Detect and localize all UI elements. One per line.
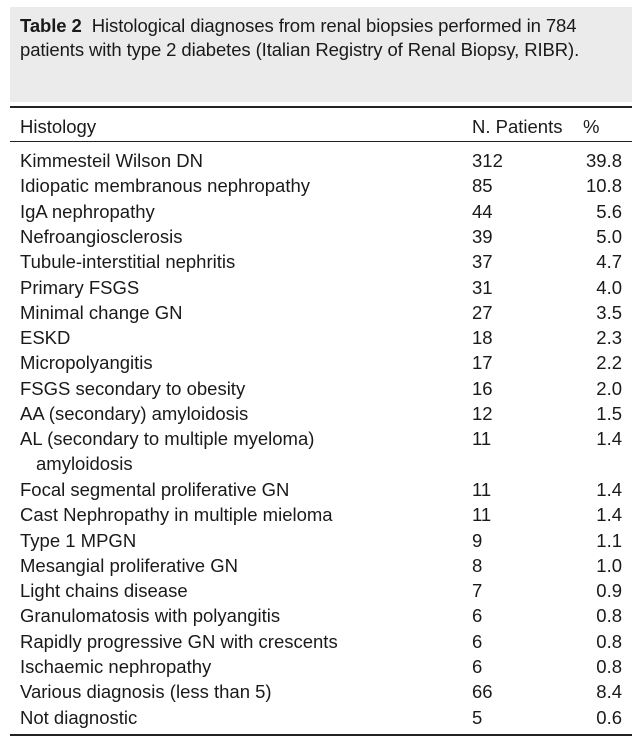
- histology-text: Nefroangiosclerosis: [20, 225, 183, 247]
- percent-cell: 1.0: [596, 554, 622, 576]
- header-patients: N. Patients: [472, 116, 563, 137]
- percent-cell: 0.8: [596, 630, 622, 652]
- histology-text: Type 1 MPGN: [20, 529, 137, 551]
- histology-text: Micropolyangitis: [20, 352, 153, 374]
- histology-text: Kimmesteil Wilson DN: [20, 150, 203, 171]
- percent-cell: 39.8: [585, 150, 622, 171]
- patients-cell: 37: [472, 251, 493, 273]
- histology-cell: [20, 603, 460, 628]
- histology-text: Ischaemic nephropathy: [20, 656, 212, 677]
- histology-cell: [20, 249, 460, 274]
- histology-cell: [20, 705, 460, 730]
- histology-text: Idiopatic membranous nephropathy: [20, 175, 311, 197]
- patients-cell: 27: [472, 301, 493, 323]
- histology-cell: [20, 654, 460, 679]
- patients-cell: 7: [472, 580, 483, 602]
- patients-cell: 6: [472, 605, 483, 627]
- histology-text: Granulomatosis with polyangitis: [20, 605, 281, 627]
- patients-cell: 9: [472, 529, 483, 551]
- histology-cell: [20, 401, 460, 426]
- histology-cell: [20, 553, 460, 578]
- table-label: Table 2: [20, 15, 82, 36]
- percent-cell: 5.6: [596, 200, 622, 222]
- percent-cell: 0.6: [596, 706, 622, 728]
- histology-text: AA (secondary) amyloidosis: [20, 403, 249, 424]
- histology-text: Tubule-interstitial nephritis: [20, 251, 236, 273]
- table-bottom-rule: [10, 734, 632, 736]
- patients-cell: 312: [472, 150, 503, 171]
- percent-cell: 0.8: [596, 605, 622, 627]
- patients-cell: 85: [472, 175, 493, 197]
- histology-text: Light chains disease: [20, 580, 188, 602]
- percent-cell: 5.0: [596, 225, 622, 247]
- histology-cell: [20, 199, 460, 224]
- histology-cell: [20, 578, 460, 603]
- patients-cell: 17: [472, 352, 493, 374]
- percent-cell: 4.0: [596, 276, 622, 298]
- histology-cell: [20, 629, 460, 654]
- histology-cell: [20, 173, 460, 198]
- histology-text-continued: amyloidosis: [36, 453, 133, 475]
- percent-cell: 2.3: [596, 327, 622, 349]
- header-histology: Histology: [20, 116, 97, 137]
- percent-cell: 1.1: [596, 529, 622, 551]
- histology-cell: [20, 148, 460, 173]
- patients-cell: 66: [472, 681, 493, 703]
- percent-cell: 0.9: [596, 580, 622, 602]
- histology-cell: [20, 376, 460, 401]
- percent-cell: 1.5: [596, 403, 622, 424]
- histology-cell: [20, 275, 460, 300]
- histology-text: AL (secondary to multiple myeloma): [20, 428, 315, 450]
- histology-cell: [20, 477, 460, 502]
- percent-cell: 0.8: [596, 656, 622, 677]
- histology-text: ESKD: [20, 327, 71, 349]
- percent-cell: 4.7: [596, 251, 622, 273]
- table-top-rule: [10, 106, 632, 108]
- header-percent: %: [583, 116, 600, 137]
- patients-cell: 11: [472, 428, 492, 450]
- patients-cell: 31: [472, 276, 493, 298]
- percent-cell: 2.2: [596, 352, 622, 374]
- percent-cell: 1.4: [596, 428, 622, 450]
- histology-text: Various diagnosis (less than 5): [20, 681, 272, 703]
- histology-text: Primary FSGS: [20, 276, 140, 298]
- patients-cell: 12: [472, 403, 493, 424]
- percent-cell: 1.4: [596, 478, 622, 500]
- histology-cell: [20, 350, 460, 375]
- histology-text: Minimal change GN: [20, 301, 183, 323]
- histology-text: Mesangial proliferative GN: [20, 554, 238, 576]
- histology-cell: [20, 502, 460, 527]
- table-caption: [20, 14, 630, 62]
- patients-cell: 16: [472, 377, 493, 399]
- histology-cell: [20, 300, 460, 325]
- histology-text: FSGS secondary to obesity: [20, 377, 246, 399]
- patients-cell: 18: [472, 327, 493, 349]
- table-header-rule: [10, 141, 632, 142]
- percent-cell: 3.5: [596, 301, 622, 323]
- histology-cell: [20, 325, 460, 350]
- patients-cell: 6: [472, 630, 483, 652]
- histology-cell: [20, 224, 460, 249]
- patients-cell: 8: [472, 554, 483, 576]
- histology-text: Cast Nephropathy in multiple mieloma: [20, 504, 333, 526]
- histology-text: IgA nephropathy: [20, 200, 155, 222]
- table-caption-text: Histological diagnoses from renal biopsies performed in 784 patients with type 2 diabetes (Italian Registry of Renal Biopsy, RIBR).: [20, 15, 580, 60]
- patients-cell: 6: [472, 656, 483, 677]
- patients-cell: 11: [472, 504, 492, 526]
- percent-cell: 2.0: [596, 377, 622, 399]
- histology-cell: [20, 528, 460, 553]
- histology-text: Rapidly progressive GN with crescents: [20, 630, 338, 652]
- patients-cell: 11: [472, 478, 492, 500]
- histology-text: Not diagnostic: [20, 706, 138, 728]
- histology-text: Focal segmental proliferative GN: [20, 478, 290, 500]
- patients-cell: 44: [472, 200, 493, 222]
- percent-cell: 1.4: [596, 504, 622, 526]
- histology-cell: [20, 426, 460, 476]
- percent-cell: 10.8: [585, 175, 622, 197]
- percent-cell: 8.4: [596, 681, 622, 703]
- patients-cell: 5: [472, 706, 483, 728]
- patients-cell: 39: [472, 225, 493, 247]
- histology-cell: [20, 679, 460, 704]
